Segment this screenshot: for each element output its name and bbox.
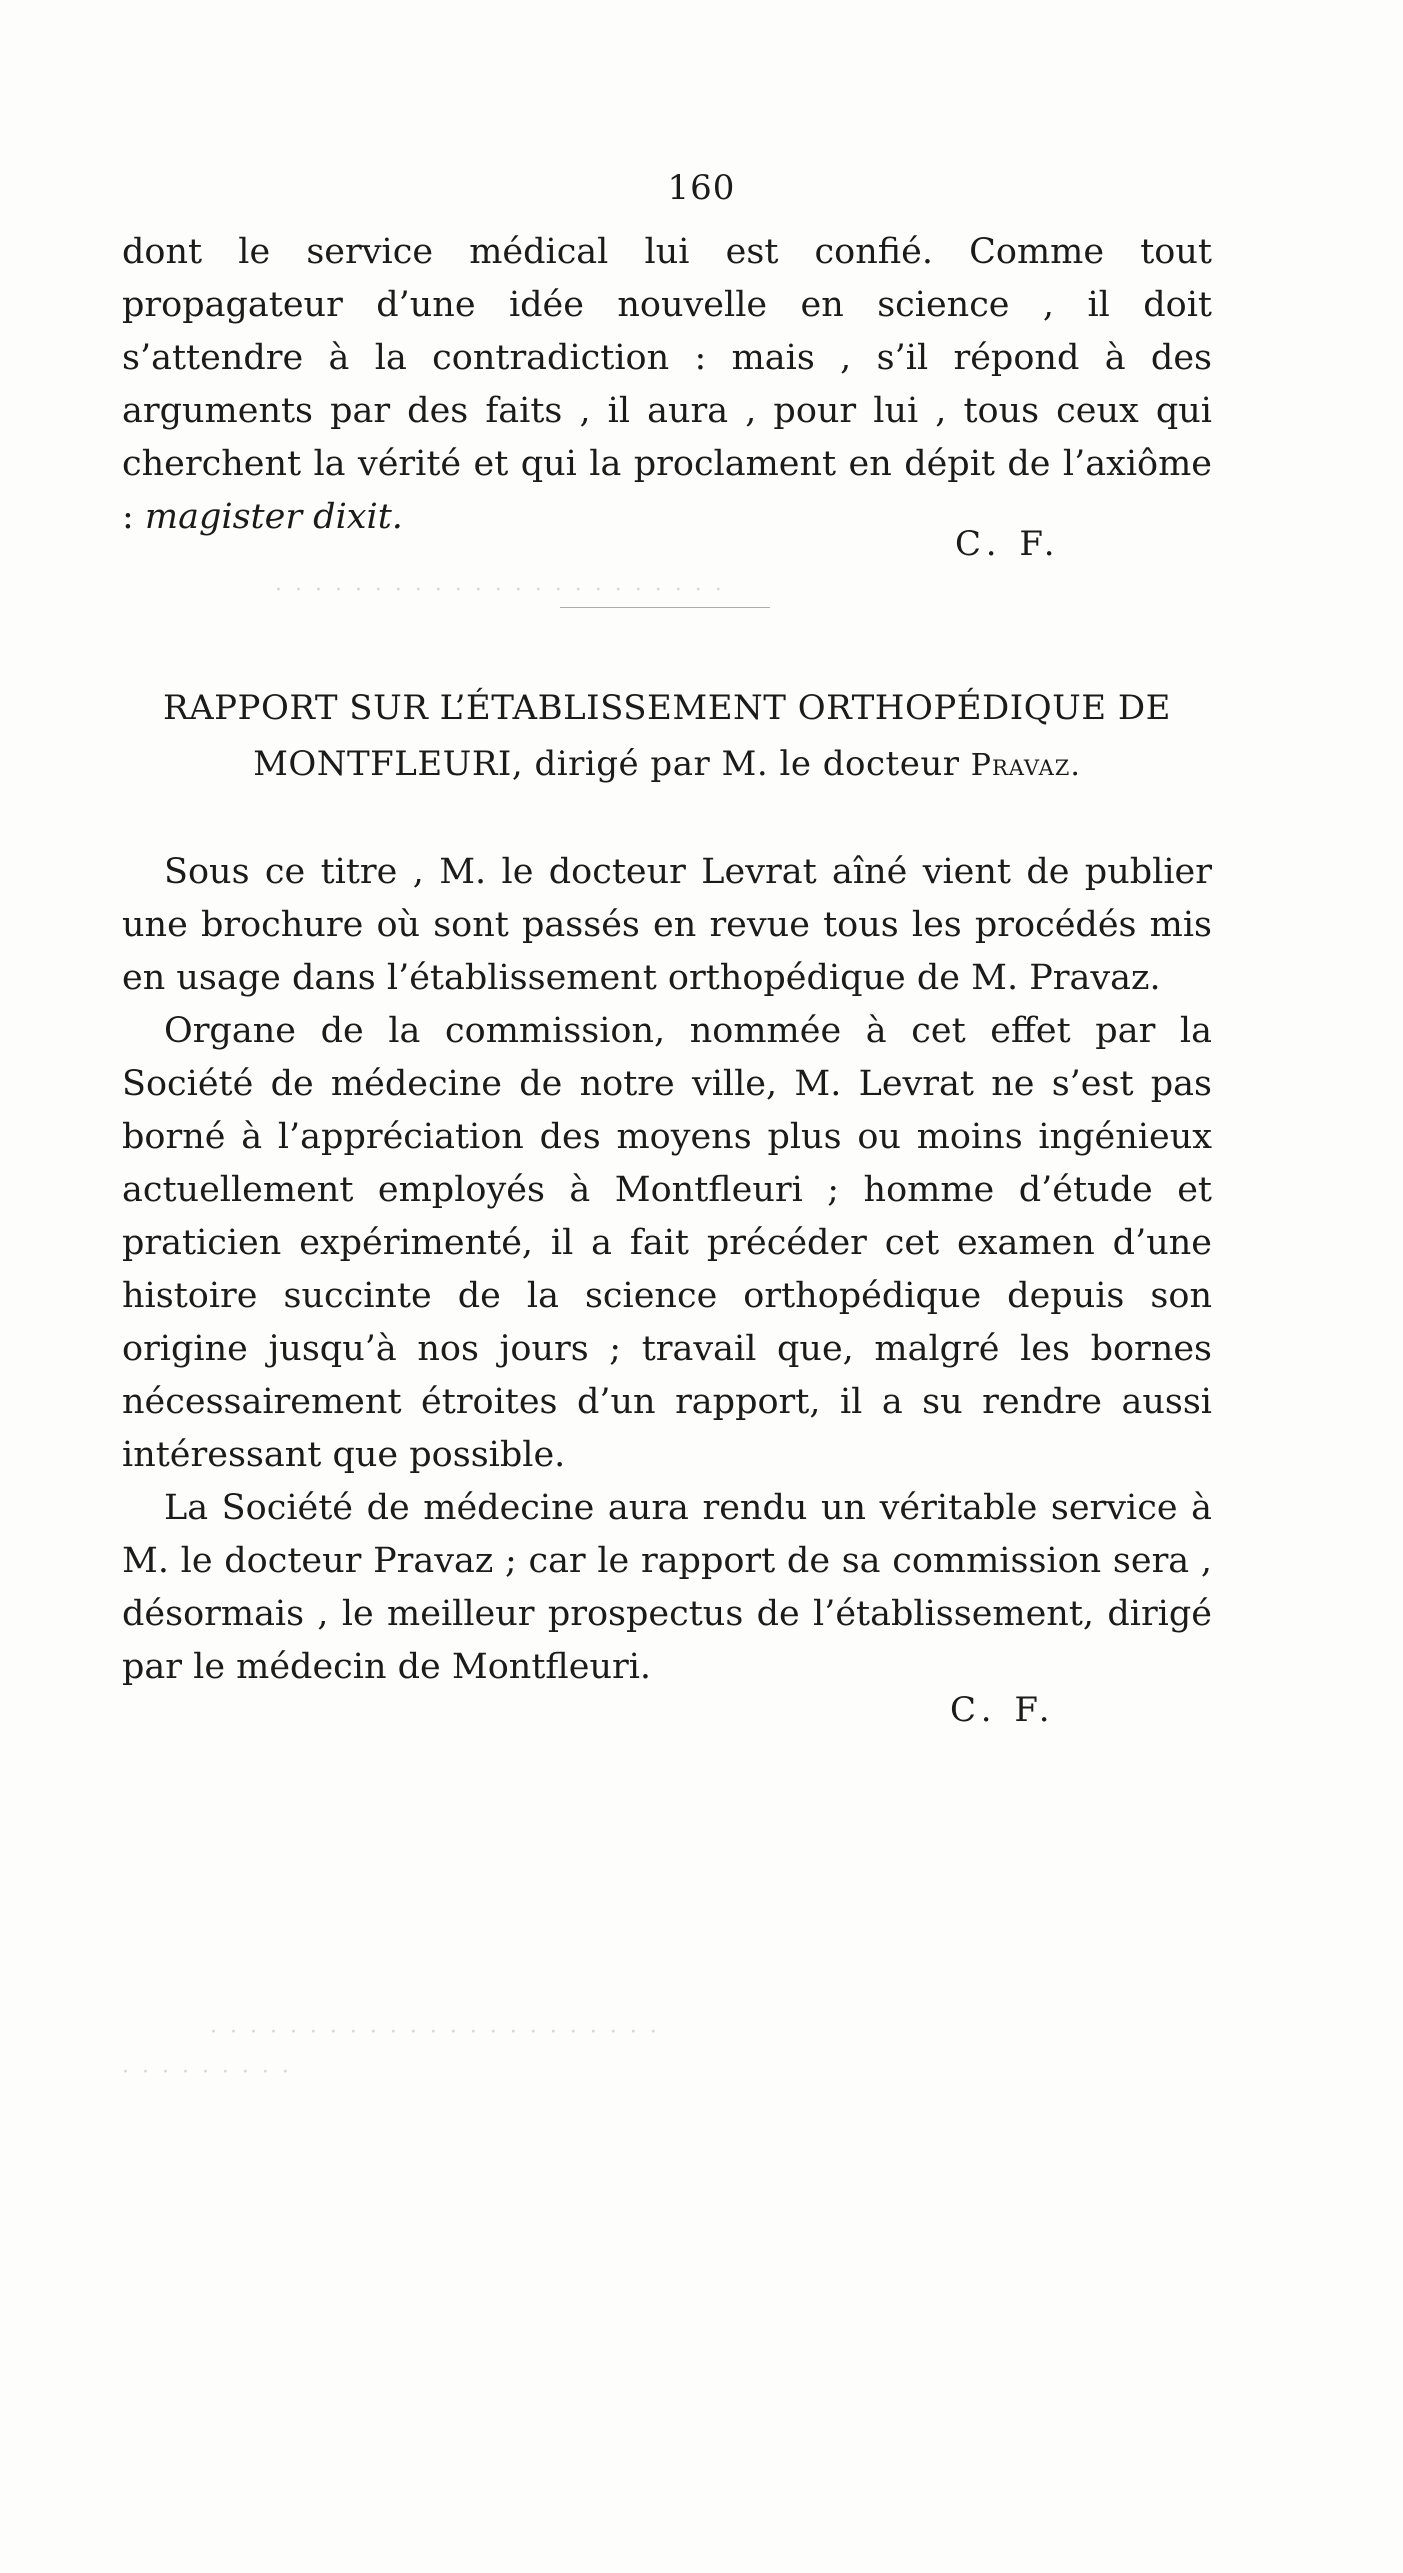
report-paragraph-3: La Société de médecine aura rendu un véritable service à M. le docteur Pravaz ; car le rapport de sa commission sera , désormais , le meilleur prospectus de l’établissement, dirigé par le médecin de Montfleuri. [122,1488,1212,1687]
report-body [122,846,1212,1694]
report-paragraph-1: Sous ce titre , M. le docteur Levrat aîné vient de publier une brochure où sont passés en revue tous les procédés mis en usage dans l’établissement orthopédique de M. Pravaz. [122,852,1212,998]
section-divider [560,607,770,608]
signature-bottom: C. F. [950,1690,1056,1730]
report-title-text: MONTFLEURI, dirigé par M. le docteur [253,744,971,784]
bleed-through-text: · · · · · · · · · · · · · · · · · · · · · · · [210,2020,660,2045]
report-title-line1: RAPPORT SUR L’ÉTABLISSEMENT ORTHOPÉDIQUE DE [163,688,1171,728]
continuation-text: dont le service médical lui est confié. Comme tout propagateur d’une idée nouvelle en science , il doit s’attendre à la contradiction : mais , s’il répond à des arguments par des faits , il aura , pour lui , tous ceux qui cherchent la vérité et qui la proclament en dépit de l’axiôme : [122,232,1212,537]
latin-quote: magister dixit. [144,497,403,537]
bleed-through-text: · · · · · · · · · · · · · · · · · · · · · · · [275,578,725,603]
continuation-paragraph [122,226,1212,544]
report-title-name: Pravaz. [970,748,1081,783]
signature-top: C. F. [955,524,1061,564]
page-number: 160 [667,168,736,208]
report-paragraph-2: Organe de la commission, nommée à cet effet par la Société de médecine de notre ville, M. Levrat ne s’est pas borné à l’appréciation des moyens plus ou moins ingénieux actuellement employés à Montfleuri ; homme d’étude et praticien expérimenté, il a fait précéder cet examen d’une histoire succinte de la science orthopédique depuis son origine jusqu’à nos jours ; travail que, malgré les bornes nécessairement étroites d’un rapport, il a su rendre aussi intéressant que possible. [122,1011,1212,1475]
report-heading [122,680,1212,794]
bleed-through-text: · · · · · · · · · [122,2060,292,2085]
report-title-line2 [122,736,1212,794]
